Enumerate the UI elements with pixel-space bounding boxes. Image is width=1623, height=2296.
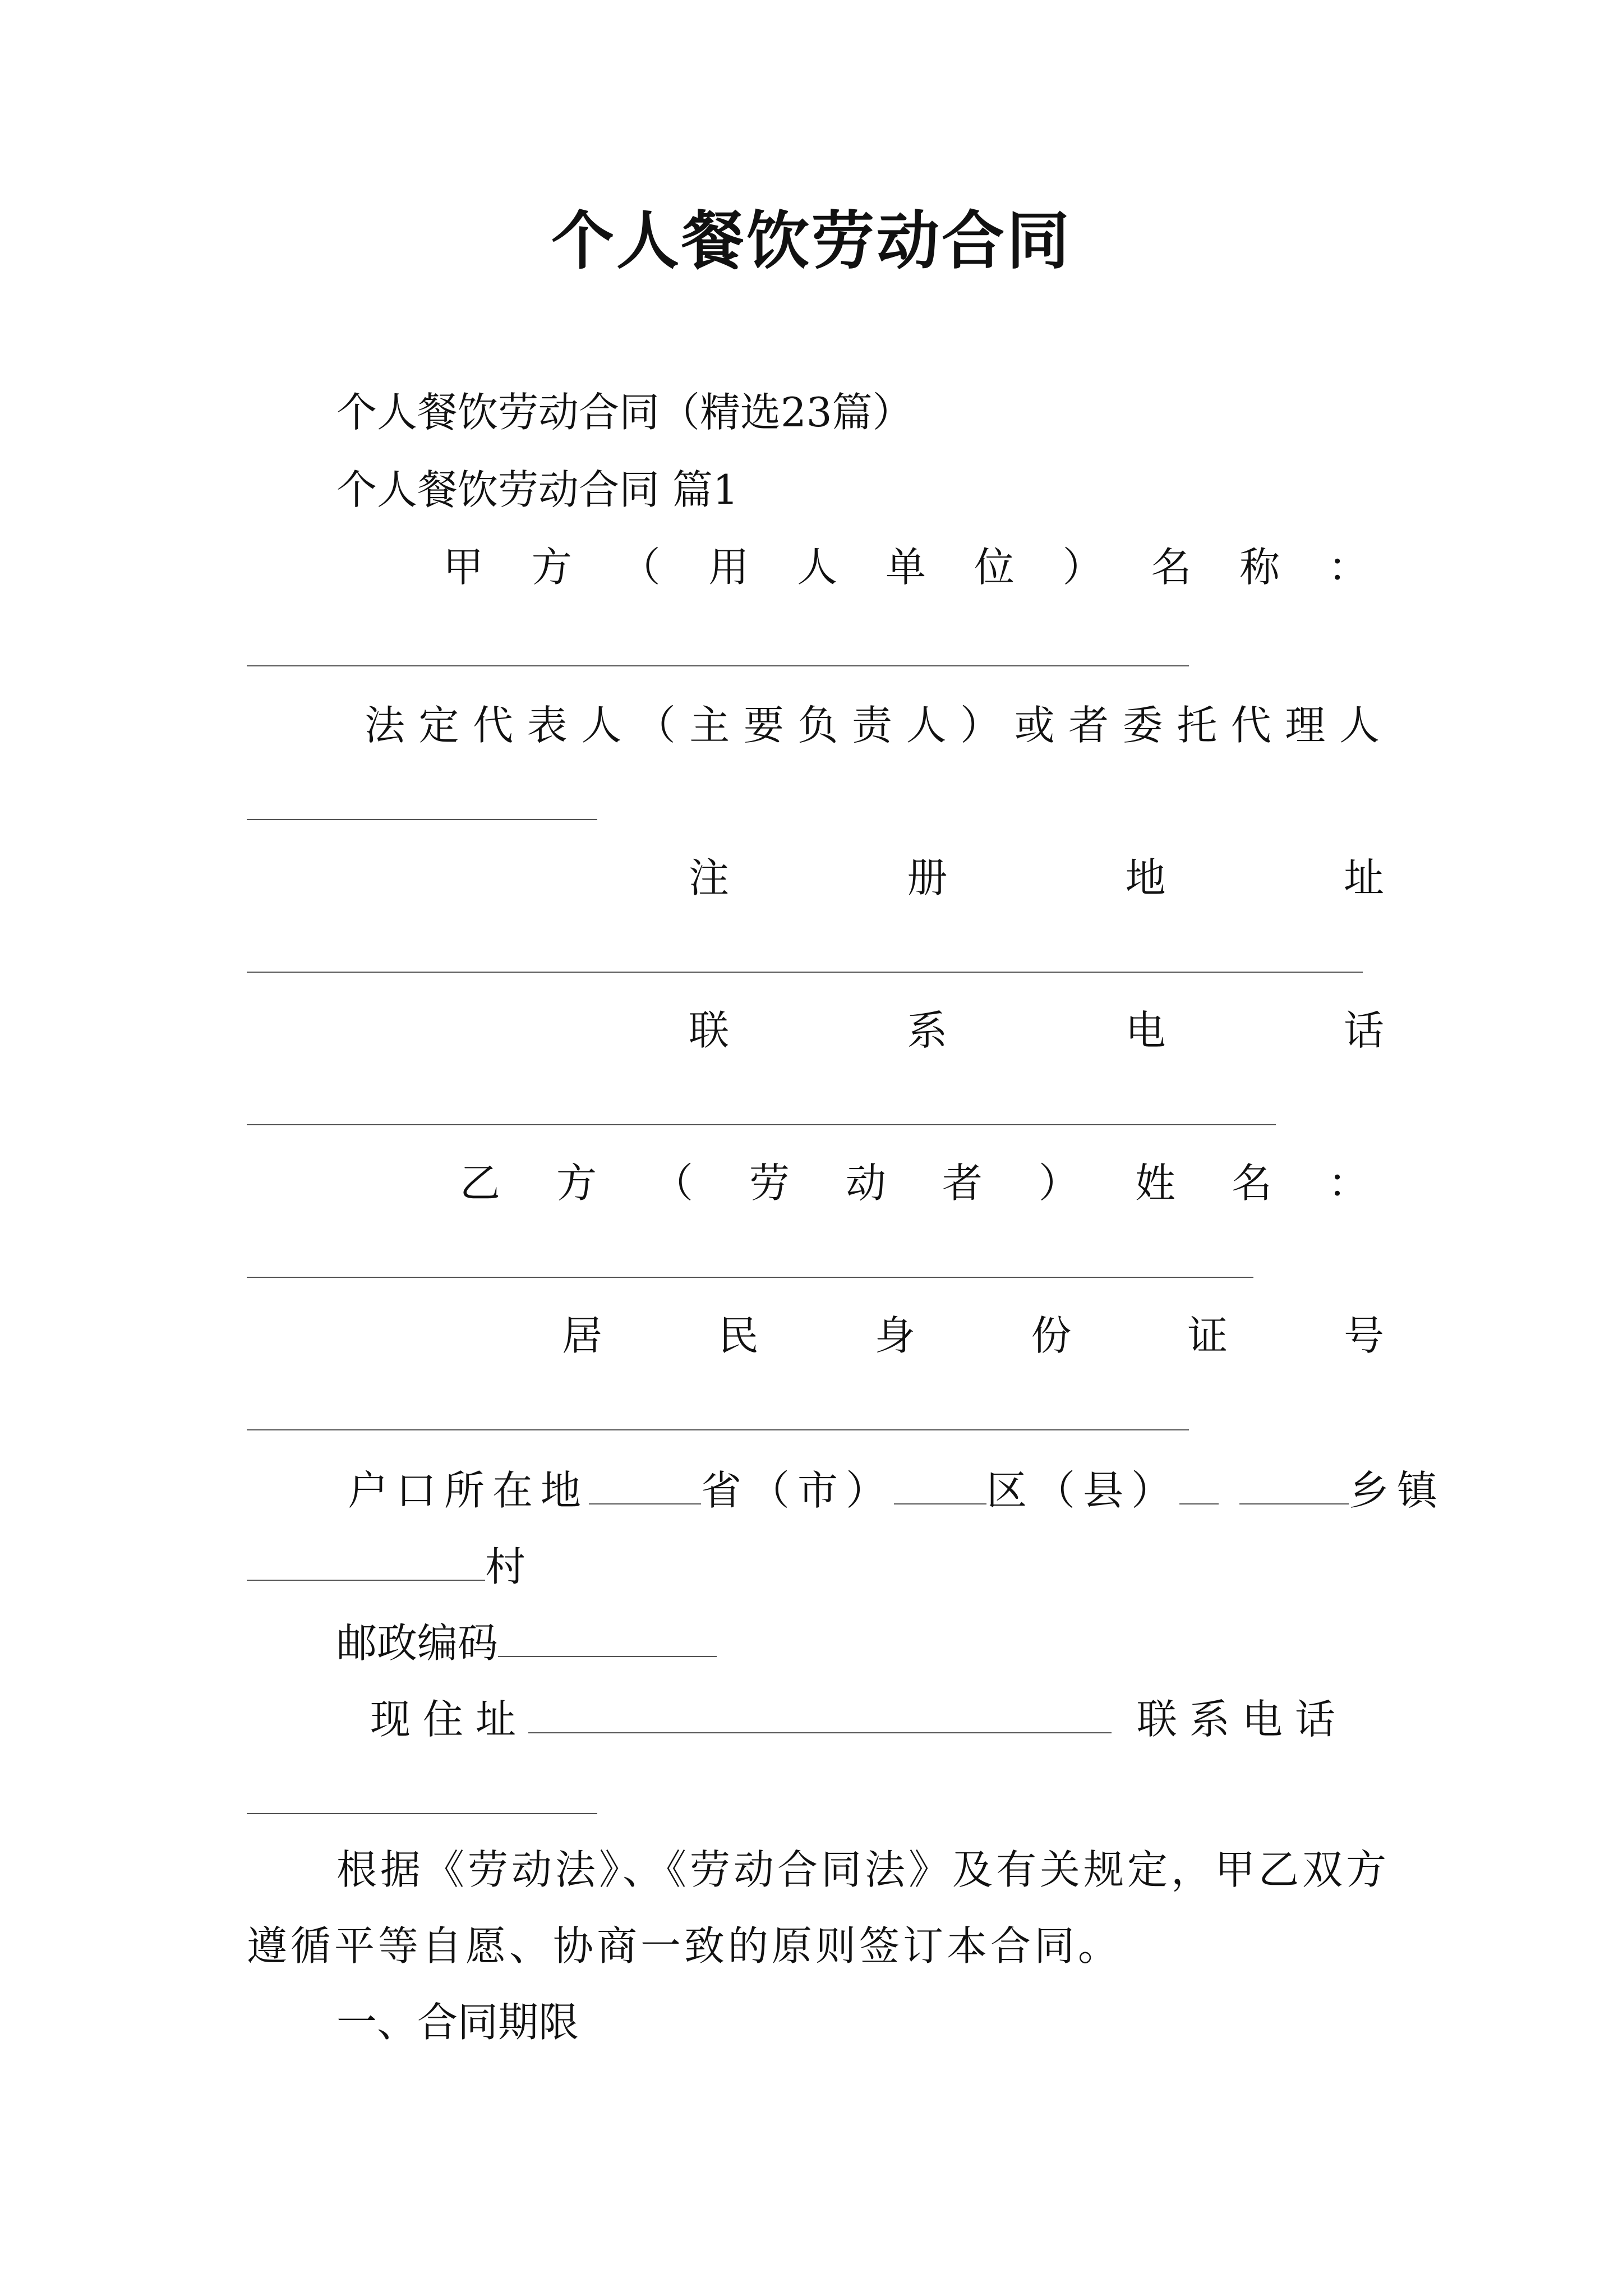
label-char: 负 xyxy=(797,702,838,749)
party-a-name-blank xyxy=(247,665,1189,666)
label-char: 址 xyxy=(1343,854,1384,901)
party-b-id-blank xyxy=(247,1429,1189,1430)
label-char: 地 xyxy=(1125,854,1166,901)
hukou-province: 省（市） xyxy=(701,1467,895,1514)
label-char: 名 xyxy=(1231,1159,1272,1207)
label-char: 人 xyxy=(906,702,947,749)
label-char: 者 xyxy=(942,1159,983,1207)
party-b-phone-label: 联系电话 xyxy=(1136,1696,1348,1743)
label-char: 位 xyxy=(974,544,1015,591)
party-b-phone-blank xyxy=(247,1813,597,1814)
party-b-name-label xyxy=(460,1158,1368,1208)
party-a-representative-label xyxy=(365,700,1380,751)
label-char: （ xyxy=(620,544,661,591)
label-char: 话 xyxy=(1343,1007,1384,1054)
district-blank xyxy=(894,1463,986,1504)
hukou-line xyxy=(348,1463,1445,1516)
label-char: 民 xyxy=(718,1312,759,1359)
label-char: 姓 xyxy=(1135,1159,1175,1207)
party-b-id-label xyxy=(562,1310,1384,1361)
label-char: 责 xyxy=(851,702,892,749)
label-char: 甲 xyxy=(443,544,484,591)
label-char: 用 xyxy=(708,544,749,591)
label-char: ） xyxy=(960,702,1001,749)
label-char: 法 xyxy=(365,702,405,749)
label-char: 人 xyxy=(581,702,622,749)
label-char: 代 xyxy=(1230,702,1271,749)
label-char: 动 xyxy=(845,1159,886,1207)
label-char: 人 xyxy=(1339,702,1380,749)
postal-label: 邮政编码 xyxy=(336,1619,499,1667)
label-char: 乙 xyxy=(460,1159,501,1207)
township-blank xyxy=(1239,1463,1349,1504)
party-a-name-label xyxy=(443,542,1368,592)
label-char: （ xyxy=(652,1159,693,1207)
hukou-village: 村 xyxy=(485,1543,526,1590)
label-char: 理 xyxy=(1285,702,1326,749)
province-blank xyxy=(589,1463,701,1504)
party-a-phone-label xyxy=(689,1005,1384,1056)
party-b-name-blank xyxy=(247,1277,1253,1278)
clause-one-heading: 一、合同期限 xyxy=(336,1999,579,2046)
label-char: （ xyxy=(635,702,676,749)
hukou-prefix: 户口所在地 xyxy=(348,1467,589,1514)
label-char: 联 xyxy=(689,1007,730,1054)
label-char: ： xyxy=(1327,544,1368,591)
party-a-representative-blank xyxy=(247,819,597,820)
label-char: 方 xyxy=(556,1159,597,1207)
label-char: 主 xyxy=(689,702,730,749)
label-char: ） xyxy=(1038,1159,1079,1207)
label-char: 单 xyxy=(885,544,926,591)
postal-line xyxy=(336,1616,717,1668)
section-heading: 个人餐饮劳动合同 篇1 xyxy=(336,466,739,513)
label-char: 册 xyxy=(907,854,948,901)
district-extra-blank xyxy=(1179,1463,1219,1504)
label-char: 方 xyxy=(531,544,572,591)
label-char: ） xyxy=(1062,544,1103,591)
party-a-phone-blank xyxy=(247,1124,1276,1125)
current-address-blank xyxy=(528,1692,1112,1733)
label-char: 人 xyxy=(797,544,838,591)
party-a-address-label xyxy=(689,853,1384,903)
preamble-line-2: 遵循平等自愿、协商一致的原则签订本合同。 xyxy=(247,1922,1122,1970)
label-char: 代 xyxy=(473,702,514,749)
label-char: 定 xyxy=(418,702,459,749)
party-a-address-blank xyxy=(247,972,1363,973)
label-char: 电 xyxy=(1125,1007,1166,1054)
label-char: 居 xyxy=(562,1312,603,1359)
hukou-township: 乡镇 xyxy=(1348,1467,1445,1514)
current-address-label: 现住址 xyxy=(370,1696,529,1743)
label-char: 号 xyxy=(1343,1312,1384,1359)
preamble-line-1: 根据《劳动法》、《劳动合同法》及有关规定，甲乙双方 xyxy=(336,1846,1390,1893)
village-blank xyxy=(247,1539,485,1581)
current-address-line xyxy=(370,1692,1348,1745)
document-subtitle: 个人餐饮劳动合同（精选23篇） xyxy=(336,389,913,436)
document-title: 个人餐饮劳动合同 xyxy=(551,204,1072,278)
postal-blank xyxy=(498,1616,717,1657)
label-char: 或 xyxy=(1014,702,1055,749)
label-char: 要 xyxy=(743,702,784,749)
label-char: 身 xyxy=(874,1312,915,1359)
label-char: 者 xyxy=(1068,702,1109,749)
label-char: 劳 xyxy=(749,1159,790,1207)
label-char: 系 xyxy=(907,1007,948,1054)
label-char: 证 xyxy=(1187,1312,1228,1359)
label-char: 称 xyxy=(1239,544,1280,591)
village-line xyxy=(247,1539,525,1592)
label-char: 注 xyxy=(689,854,730,901)
label-char: 名 xyxy=(1151,544,1192,591)
label-char: 表 xyxy=(527,702,568,749)
label-char: ： xyxy=(1327,1159,1368,1207)
hukou-district: 区（县） xyxy=(986,1467,1180,1514)
label-char: 托 xyxy=(1177,702,1218,749)
label-char: 份 xyxy=(1031,1312,1072,1359)
label-char: 委 xyxy=(1122,702,1163,749)
